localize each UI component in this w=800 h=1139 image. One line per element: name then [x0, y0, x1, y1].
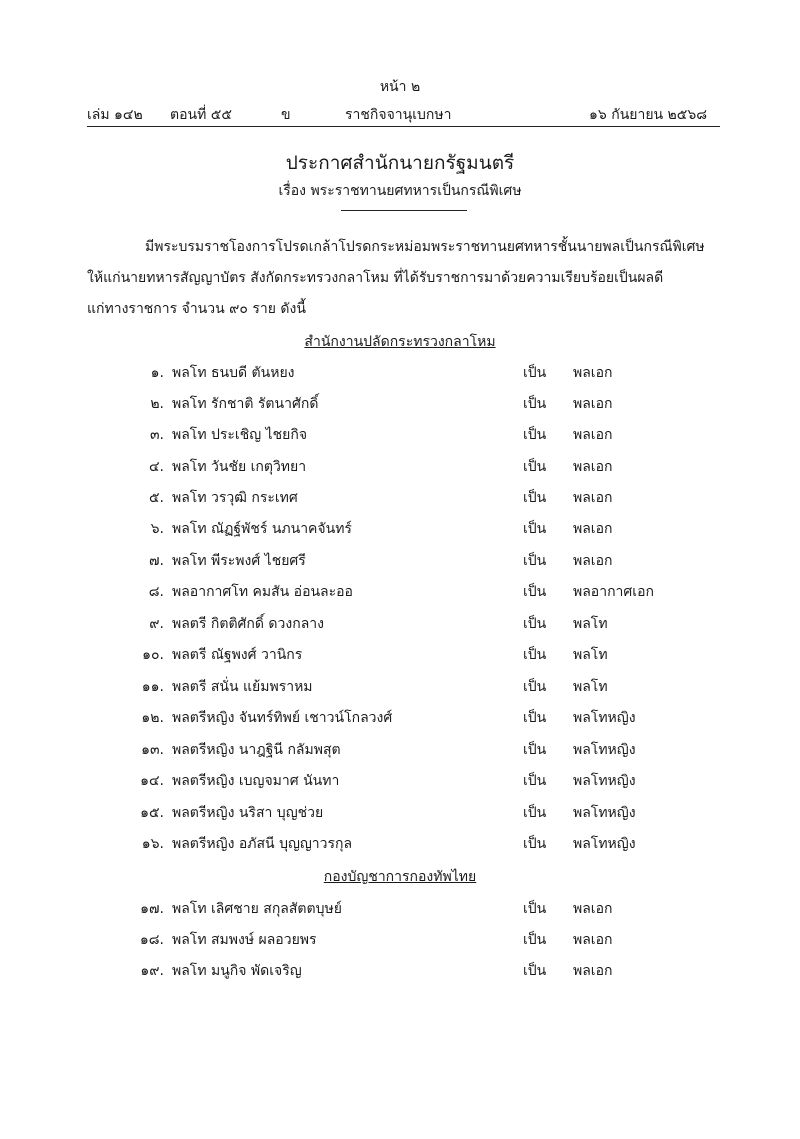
- entry-as: เป็น: [523, 679, 547, 695]
- entry-as: เป็น: [523, 742, 547, 758]
- list-item: [0, 707, 800, 733]
- section-heading: สำนักงานปลัดกระทรวงกลาโหม: [304, 334, 496, 350]
- entry-as: เป็น: [523, 647, 547, 663]
- entry-as: เป็น: [523, 584, 547, 600]
- entry-name: พลตรีหญิง จันทร์ทิพย์ เชาวน์โกลวงศ์: [172, 710, 393, 726]
- entry-number: ๔.: [148, 459, 164, 475]
- entry-name: พลโท วรวุฒิ กระเทศ: [172, 490, 298, 506]
- entry-rank: พลเอก: [573, 396, 613, 412]
- list-item: [0, 833, 800, 859]
- entry-as: เป็น: [523, 773, 547, 789]
- entry-rank: พลเอก: [573, 932, 613, 948]
- entry-as: เป็น: [523, 805, 547, 821]
- list-item: [0, 424, 800, 450]
- entry-name: พลอากาศโท คมสัน อ่อนละออ: [172, 584, 353, 600]
- entry-number: ๗.: [149, 553, 164, 569]
- entry-number: ๒.: [150, 396, 164, 412]
- body-line: มีพระบรมราชโองการโปรดเกล้าโปรดกระหม่อมพระราชทานยศทหารชั้นนายพลเป็นกรณีพิเศษ: [145, 239, 705, 255]
- list-item: [0, 456, 800, 482]
- entry-name: พลตรี กิตติศักดิ์ ดวงกลาง: [172, 616, 324, 632]
- entry-rank: พลโทหญิง: [573, 742, 636, 758]
- list-item: [0, 960, 800, 986]
- entry-as: เป็น: [523, 710, 547, 726]
- entry-rank: พลเอก: [573, 427, 613, 443]
- entry-name: พลโท ธนบดี ตันหยง: [172, 365, 295, 381]
- entry-number: ๘.: [148, 584, 164, 600]
- body-line: แก่ทางราชการ จำนวน ๙๐ ราย ดังนี้: [87, 301, 306, 317]
- list-item: [0, 550, 800, 576]
- announcement-title: ประกาศสำนักนายกรัฐมนตรี: [285, 152, 515, 174]
- entry-name: พลโท สมพงษ์ ผลอวยพร: [172, 932, 317, 948]
- entry-rank: พลเอก: [573, 521, 613, 537]
- entry-number: ๑๓.: [141, 742, 164, 758]
- entry-name: พลโท มนูกิจ พัดเจริญ: [172, 963, 302, 979]
- entry-name: พลโท รักชาติ รัตนาศักดิ์: [172, 396, 319, 412]
- entry-number: ๑๖.: [141, 836, 164, 852]
- entry-name: พลตรีหญิง นาฎฐินี กลัมพสุต: [172, 742, 341, 758]
- gazette-section: ข: [281, 107, 291, 123]
- entry-name: พลตรีหญิง นริสา บุญช่วย: [172, 805, 324, 821]
- list-item: [0, 676, 800, 702]
- list-item: [0, 898, 800, 924]
- list-item: [0, 362, 800, 388]
- list-item: [0, 929, 800, 955]
- entry-number: ๑๗.: [140, 901, 164, 917]
- entry-number: ๙.: [149, 616, 164, 632]
- entry-number: ๑.: [150, 365, 164, 381]
- header-divider: [87, 126, 720, 127]
- entry-as: เป็น: [523, 490, 547, 506]
- entry-as: เป็น: [523, 932, 547, 948]
- entry-name: พลโท เลิศชาย สกุลสัตตบุษย์: [172, 901, 342, 917]
- entry-number: ๑๐.: [142, 647, 164, 663]
- entry-rank: พลโทหญิง: [573, 773, 636, 789]
- entry-as: เป็น: [523, 396, 547, 412]
- entry-as: เป็น: [523, 459, 547, 475]
- list-item: [0, 487, 800, 513]
- entry-rank: พลเอก: [573, 901, 613, 917]
- entry-rank: พลโท: [573, 647, 608, 663]
- list-item: [0, 613, 800, 639]
- entry-as: เป็น: [523, 521, 547, 537]
- entry-number: ๑๘.: [139, 932, 164, 948]
- entry-rank: พลเอก: [573, 459, 613, 475]
- page-number: หน้า ๒: [379, 79, 421, 95]
- entry-number: ๑๒.: [141, 710, 164, 726]
- entry-number: ๓.: [149, 427, 164, 443]
- entry-as: เป็น: [523, 836, 547, 852]
- entry-number: ๑๑.: [141, 679, 164, 695]
- entry-as: เป็น: [523, 616, 547, 632]
- entry-as: เป็น: [523, 901, 547, 917]
- entry-name: พลตรีหญิง เบญจมาศ นันทา: [172, 773, 340, 789]
- entry-rank: พลโทหญิง: [573, 710, 636, 726]
- section-heading: กองบัญชาการกองทัพไทย: [323, 869, 477, 885]
- list-item: [0, 393, 800, 419]
- gazette-date: ๑๖ กันยายน ๒๕๖๘: [589, 107, 708, 123]
- body-line: ให้แก่นายทหารสัญญาบัตร สังกัดกระทรวงกลาโหม ที่ได้รับราชการมาด้วยความเรียบร้อยเป็นผลดี: [87, 270, 664, 286]
- list-item: [0, 644, 800, 670]
- list-item: [0, 518, 800, 544]
- entry-name: พลโท ประเชิญ ไชยกิจ: [172, 427, 308, 443]
- entry-name: พลโท ณัฏฐ์พัชร์ นภนาคจันทร์: [172, 521, 352, 537]
- list-item: [0, 770, 800, 796]
- list-item: [0, 802, 800, 828]
- entry-rank: พลโท: [573, 679, 608, 695]
- entry-number: ๑๔.: [140, 773, 164, 789]
- entry-rank: พลเอก: [573, 490, 613, 506]
- list-item: [0, 739, 800, 765]
- entry-number: ๖.: [150, 521, 164, 537]
- entry-as: เป็น: [523, 963, 547, 979]
- entry-as: เป็น: [523, 553, 547, 569]
- entry-as: เป็น: [523, 427, 547, 443]
- entry-number: ๑๕.: [140, 805, 164, 821]
- entry-rank: พลเอก: [573, 365, 613, 381]
- entry-number: ๕.: [148, 490, 164, 506]
- list-item: [0, 581, 800, 607]
- entry-rank: พลอากาศเอก: [573, 584, 654, 600]
- entry-name: พลตรี สนั่น แย้มพราหม: [172, 679, 313, 695]
- entry-number: ๑๙.: [140, 963, 164, 979]
- entry-name: พลตรีหญิง อภัสนี บุญญาวรกุล: [172, 836, 353, 852]
- gazette-volume: เล่ม ๑๔๒: [87, 107, 143, 123]
- gazette-name: ราชกิจจานุเบกษา: [345, 107, 452, 123]
- entry-name: พลตรี ณัฐพงศ์ วานิกร: [172, 647, 303, 663]
- announcement-subject: เรื่อง พระราชทานยศทหารเป็นกรณีพิเศษ: [278, 183, 522, 199]
- entry-as: เป็น: [523, 365, 547, 381]
- entry-rank: พลโท: [573, 616, 608, 632]
- entry-rank: พลเอก: [573, 963, 613, 979]
- gazette-issue: ตอนที่ ๕๕: [170, 107, 232, 123]
- entry-rank: พลโทหญิง: [573, 836, 636, 852]
- entry-name: พลโท วันชัย เกตุวิทยา: [172, 459, 307, 475]
- entry-rank: พลเอก: [573, 553, 613, 569]
- title-divider: [341, 210, 467, 211]
- entry-name: พลโท พีระพงศ์ ไชยศรี: [172, 553, 306, 569]
- entry-rank: พลโทหญิง: [573, 805, 636, 821]
